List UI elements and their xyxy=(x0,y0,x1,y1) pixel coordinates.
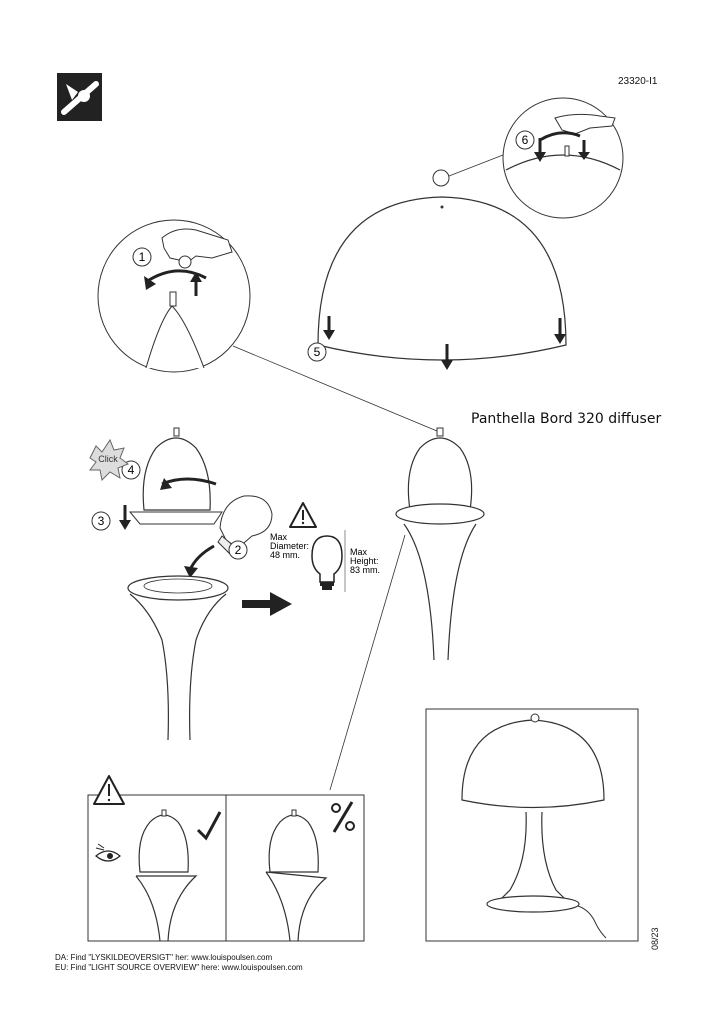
click-label: Click xyxy=(98,454,118,464)
step-6-label: 6 xyxy=(521,133,529,147)
diffuser-caption: Panthella Bord 320 diffuser xyxy=(471,411,662,427)
step-2-label: 2 xyxy=(234,543,242,557)
comparison-panel xyxy=(88,776,364,941)
lamp-base-assembled xyxy=(396,428,484,660)
max-height-label-2: Height: xyxy=(350,556,379,566)
footer-da: DA: Find "LYSKILDEOVERSIGT" her: www.louispoulsen.com xyxy=(55,953,273,962)
step-3-label: 3 xyxy=(97,514,105,528)
tool-icon xyxy=(57,73,102,121)
finished-lamp-panel xyxy=(426,709,638,941)
max-height-value: 83 mm. xyxy=(350,565,381,575)
document-code: 23320-I1 xyxy=(618,76,658,87)
max-height-label-1: Max xyxy=(350,547,368,557)
bulb-size-icon xyxy=(312,530,345,592)
max-diameter-label-2: Diameter: xyxy=(270,541,310,551)
diffuser-dome xyxy=(308,197,566,370)
next-arrow-icon xyxy=(242,592,292,616)
max-diameter-label-1: Max xyxy=(270,532,288,542)
knob-part xyxy=(433,170,449,186)
leader-line-6 xyxy=(449,155,503,176)
step-5-label: 5 xyxy=(313,345,321,359)
footer-eu: EU: Find "LIGHT SOURCE OVERVIEW" here: www.louispoulsen.com xyxy=(55,963,303,972)
max-diameter-value: 48 mm. xyxy=(270,550,301,560)
zoom-circle-step6 xyxy=(503,98,623,218)
warning-icon xyxy=(290,503,316,527)
step-4-label: 4 xyxy=(127,463,135,477)
zoom-circle-step1 xyxy=(98,220,250,372)
exploded-shade-step4 xyxy=(122,428,222,524)
date-code: 08/23 xyxy=(650,927,660,950)
footer-notes xyxy=(55,953,303,973)
lamp-base-open xyxy=(128,576,228,740)
step-1-label: 1 xyxy=(138,250,146,264)
